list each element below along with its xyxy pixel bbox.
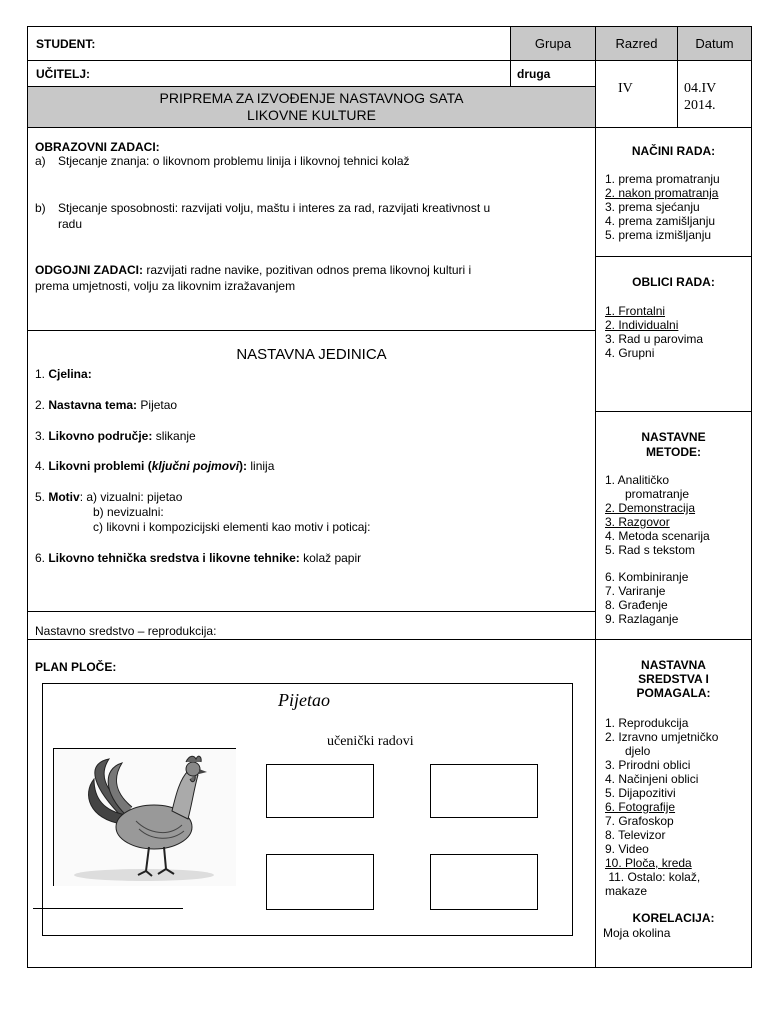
student-label: STUDENT: (36, 37, 96, 51)
plan-title: PLAN PLOČE: (35, 660, 117, 674)
line-3-num: 3. (35, 429, 49, 443)
jedinica-title: NASTAVNA JEDINICA (236, 346, 387, 363)
datum-label: Datum (695, 36, 734, 51)
metode-item-1b: promatranje (605, 487, 690, 501)
sredstva-item-6: 6. Fotografije (605, 800, 676, 814)
metode-section (595, 411, 752, 640)
ucitelj-cell (27, 60, 511, 87)
grupa-label: Grupa (534, 36, 572, 51)
tehnike-value: kolaž papir (299, 551, 362, 565)
work-box-3 (266, 854, 374, 910)
line-4-num: 4. (35, 459, 49, 473)
line-2-num: 2. (35, 398, 49, 412)
problemi-label-b: ): (239, 459, 248, 473)
datum-cell (677, 26, 752, 61)
plan-section (27, 639, 596, 968)
sredstva-item-8: 8. Televizor (605, 828, 666, 842)
metode-item-2: 2. Demonstracija (605, 501, 696, 515)
oblici-item-2: 2. Individualni (605, 318, 679, 332)
problemi-value: linija (247, 459, 275, 473)
metode-title-1: NASTAVNE (641, 430, 706, 444)
oblici-section (595, 256, 752, 412)
jedinica-line-6 (35, 551, 361, 566)
zadaci-section (27, 127, 596, 331)
podrucje-value: slikanje (152, 429, 196, 443)
sredstva-item-7: 7. Grafoskop (605, 814, 674, 828)
sredstva-item-1: 1. Reprodukcija (605, 716, 689, 730)
obrazovni-a-text: Stjecanje znanja: o likovnom problemu linija i likovnoj tehnici kolaž (58, 154, 410, 168)
line-6-num: 6. (35, 551, 49, 565)
jedinica-line-3 (35, 429, 196, 444)
oblici-title: OBLICI RADA: (632, 275, 715, 289)
jedinica-line-4 (35, 459, 274, 474)
druga-cell (510, 60, 596, 87)
metode-list-2 (605, 570, 688, 626)
jedinica-line-5 (35, 490, 182, 505)
work-box-4 (430, 854, 538, 910)
datum-value-cell (677, 60, 752, 128)
razred-label: Razred (615, 36, 658, 51)
sredstva-item-10: 10. Ploča, kreda (605, 856, 692, 870)
nacini-item-2: 2. nakon promatranja (605, 186, 719, 200)
line-5-num: 5. (35, 490, 49, 504)
board (42, 683, 573, 936)
sredstva-item-5: 5. Dijapozitivi (605, 786, 676, 800)
metode-item-9: 9. Razlaganje (605, 612, 679, 626)
nacini-section (595, 127, 752, 257)
nacini-list (605, 172, 720, 242)
obrazovni-b-text-2: radu (58, 217, 83, 231)
metode-title-2: METODE: (645, 445, 702, 459)
podrucje-label: Likovno područje: (48, 429, 153, 443)
sredstva-title (596, 658, 751, 700)
page-title-2: LIKOVNE KULTURE (247, 107, 376, 123)
nacini-item-5: 5. prema izmišljanju (605, 228, 712, 242)
problemi-label-italic: ključni pojmovi (151, 459, 240, 473)
metode-item-1: 1. Analitičko (605, 473, 670, 487)
oblici-item-3: 3. Rad u parovima (605, 332, 704, 346)
tehnike-label: Likovno tehnička sredstva i likovne tehnike: (48, 551, 300, 565)
nacini-item-4: 4. prema zamišljanju (605, 214, 716, 228)
tema-label: Nastavna tema: (48, 398, 138, 412)
board-subtitle: učenički radovi (327, 734, 414, 749)
nacini-title: NAČINI RADA: (631, 144, 716, 158)
metode-list (605, 473, 710, 557)
motiv-b: b) nevizualni: (93, 505, 164, 519)
razred-cell (595, 26, 678, 61)
motiv-a: : a) vizualni: pijetao (79, 490, 183, 504)
sredstva-item-3: 3. Prirodni oblici (605, 758, 691, 772)
odgojni-text-1: razvijati radne navike, pozitivan odnos prema likovnoj kulturi i (143, 263, 472, 277)
razred-value-cell (595, 60, 678, 128)
oblici-list (605, 304, 703, 360)
odgojni-text-2: prema umjetnosti, volju za likovnim izražavanjem (35, 279, 296, 293)
obrazovni-b-text-1: Stjecanje sposobnosti: razvijati volju, maštu i interes za rad, razvijati kreativnost u (58, 201, 491, 215)
metode-item-6: 6. Kombiniranje (605, 570, 689, 584)
sredstva-item-11: 11. Ostalo: kolaž, (605, 870, 701, 884)
obrazovni-b-marker: b) (35, 201, 46, 215)
sredstva-title-2: SREDSTVA I (638, 672, 709, 686)
motiv-label: Motiv (48, 490, 80, 504)
nacini-item-1: 1. prema promatranju (605, 172, 720, 186)
grupa-cell (510, 26, 596, 61)
tema-value: Pijetao (137, 398, 178, 412)
jedinica-line-2 (35, 398, 177, 413)
oblici-item-1: 1. Frontalni (605, 304, 666, 318)
sredstvo-text: Nastavno sredstvo – reprodukcija: (35, 624, 217, 638)
razred-value: IV (618, 81, 633, 96)
jedinica-line-1 (35, 367, 92, 382)
rooster-drawing (54, 749, 235, 885)
line-1-num: 1. (35, 367, 49, 381)
nacini-item-3: 3. prema sjećanju (605, 200, 700, 214)
metode-item-7: 7. Variranje (605, 584, 666, 598)
sredstva-item-4: 4. Načinjeni oblici (605, 772, 699, 786)
datum-value-1: 04.IV (684, 81, 717, 96)
datum-value-2: 2014. (684, 98, 716, 113)
sredstvo-section (27, 611, 596, 640)
odgojni-label: ODGOJNI ZADACI: (35, 263, 143, 277)
sredstva-item-9: 9. Video (605, 842, 649, 856)
student-cell (27, 26, 511, 61)
board-underline (33, 908, 183, 909)
cjelina-label: Cjelina: (48, 367, 92, 381)
odgojni-line-1 (35, 263, 471, 278)
jedinica-section (27, 330, 596, 612)
korelacija-title: KORELACIJA: (632, 911, 715, 925)
metode-item-5: 5. Rad s tekstom (605, 543, 696, 557)
metode-item-4: 4. Metoda scenarija (605, 529, 710, 543)
metode-item-8: 8. Građenje (605, 598, 668, 612)
rooster-image (53, 748, 236, 886)
oblici-item-4: 4. Grupni (605, 346, 655, 360)
sredstva-title-3: POMAGALA: (636, 686, 711, 700)
title-cell (27, 86, 596, 128)
metode-item-3: 3. Razgovor (605, 515, 670, 529)
korelacija-value: Moja okolina (603, 926, 671, 940)
ucitelj-label: UČITELJ: (36, 67, 90, 81)
work-box-1 (266, 764, 374, 818)
druga-label: druga (517, 67, 551, 81)
obrazovni-title: OBRAZOVNI ZADACI: (35, 140, 160, 154)
sredstva-item-11b: makaze (605, 884, 648, 898)
sredstva-section (595, 639, 752, 968)
sredstva-item-2: 2. Izravno umjetničko (605, 730, 719, 744)
sredstva-list (605, 716, 718, 898)
page-title-1: PRIPREMA ZA IZVOĐENJE NASTAVNOG SATA (159, 90, 464, 106)
board-title: Pijetao (278, 690, 330, 710)
sredstva-item-2b: djelo (605, 744, 651, 758)
obrazovni-a-marker: a) (35, 154, 46, 168)
sredstva-title-1: NASTAVNA (641, 658, 706, 672)
work-box-2 (430, 764, 538, 818)
problemi-label-a: Likovni problemi ( (48, 459, 152, 473)
motiv-c: c) likovni i kompozicijski elementi kao motiv i poticaj: (93, 520, 371, 534)
